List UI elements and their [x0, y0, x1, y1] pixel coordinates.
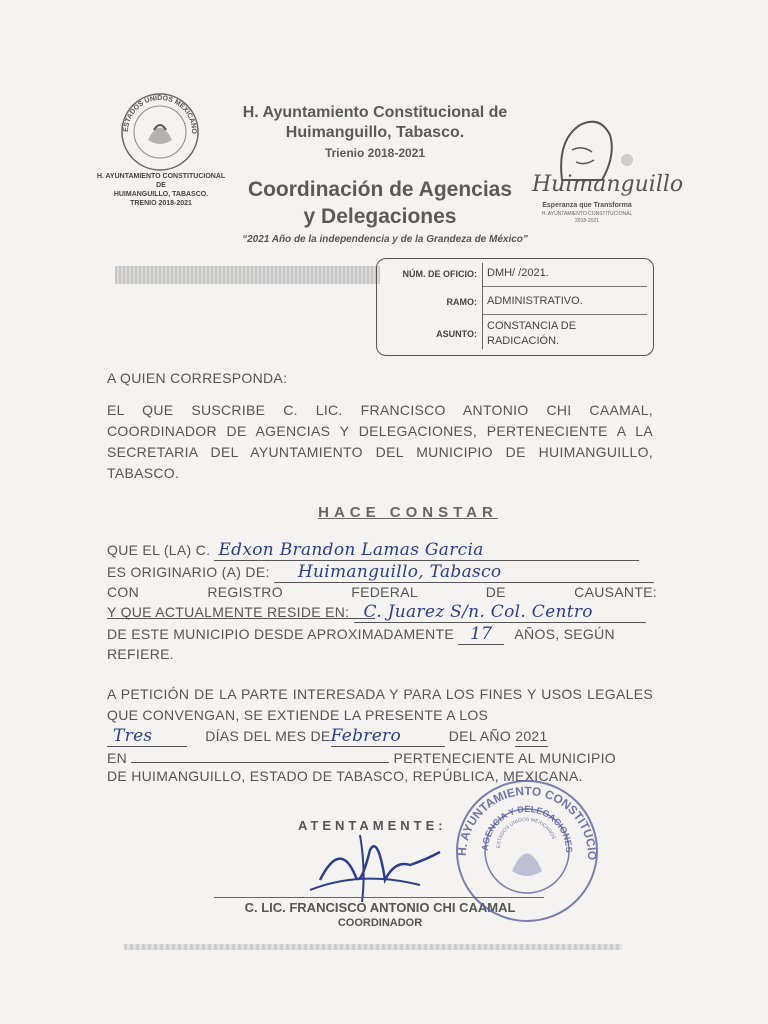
day-field	[107, 726, 187, 747]
years-suffix: AÑOS, SEGÚN	[514, 626, 615, 642]
logo-years: 2018-2021	[575, 218, 599, 224]
mexico-coat-of-arms-icon	[118, 90, 202, 174]
signer-role: COORDINADOR	[337, 917, 423, 929]
name-value: Edxon Brandon Lamas Garcia	[218, 540, 484, 560]
oficio-num-label: NÚM. DE OFICIO:	[402, 269, 477, 279]
name-label: QUE EL (LA) C.	[107, 542, 211, 558]
closing-line: DE HUIMANGUILLO, ESTADO DE TABASCO, REPÚBLICA, MEXICANA.	[107, 768, 583, 784]
signer-name: C. LIC. FRANCISCO ANTONIO CHI CAAMAL	[244, 900, 516, 915]
month-field	[331, 726, 445, 747]
reside-label: Y QUE ACTUALMENTE RESIDE EN:	[107, 604, 350, 620]
perteneciente-text: PERTENECIENTE AL MUNICIPIO	[393, 750, 616, 766]
huimanguillo-logo	[532, 110, 684, 230]
dept-line2: y Delegaciones	[303, 205, 457, 228]
stamp-center-text: ESTADOS UNIDOS MEXICANOS	[495, 816, 557, 849]
day-value: Tres	[113, 726, 153, 746]
en-label: EN	[107, 750, 128, 766]
row-date	[107, 726, 667, 747]
header-line1: H. Ayuntamiento Constitucional de	[242, 104, 508, 121]
years-value: 17	[470, 624, 493, 644]
year-field	[515, 726, 547, 747]
left-seal-caption-line1: H. AYUNTAMIENTO CONSTITUCIONAL	[96, 173, 226, 180]
left-seal-caption-line4: TRENIO 2018-2021	[130, 200, 192, 207]
logo-tagline: Esperanza que Transforma	[542, 202, 632, 209]
logo-name: Huimanguillo	[532, 172, 684, 197]
header-band	[115, 266, 380, 284]
official-stamp	[452, 776, 602, 926]
stamp-inner-text: AGENCIA Y DELEGACIONES	[479, 803, 575, 853]
intro-paragraph: EL QUE SUSCRIBE C. LIC. FRANCISCO ANTONIO CHI CAAMAL, COORDINADOR DE AGENCIAS Y DELEGACIONES, PERTENECIENTE A LA SECRETARIA DEL AYUNTAMIENTO DEL MUNICIPIO DE HUIMANGUILLO, TABASCO.	[107, 402, 653, 481]
left-seal-caption-line3: HUIMANGUILLO, TABASCO.	[113, 191, 209, 198]
oficio-asunto-label: ASUNTO:	[436, 329, 477, 339]
header-line3: Trienio 2018-2021	[324, 146, 426, 160]
header-line2: Huimanguillo, Tabasco.	[285, 124, 465, 141]
refiere-text: REFIERE.	[107, 646, 174, 662]
header-motto: “2021 Año de la independencia y de la Grandeza de México”	[242, 234, 528, 245]
oficio-line-1	[483, 286, 647, 287]
atentamente-label: ATENTAMENTE:	[298, 818, 447, 833]
svg-text:AGENCIA Y DELEGACIONES	[480, 804, 574, 853]
stamp-seal-icon	[452, 776, 602, 926]
hace-constar-heading: HACE CONSTAR	[318, 504, 498, 521]
left-seal	[118, 90, 202, 174]
oficio-box	[376, 258, 654, 356]
month-value: Febrero	[330, 726, 402, 746]
salutation: A QUIEN CORRESPONDA:	[107, 370, 288, 386]
dias-label: DÍAS DEL MES DE	[205, 728, 331, 744]
origin-field	[274, 562, 654, 583]
row-origin	[107, 562, 657, 583]
name-field	[214, 540, 639, 561]
petition-paragraph: A PETICIÓN DE LA PARTE INTERESADA Y PARA LOS FINES Y USOS LEGALES QUE CONVENGAN, SE EXTIENDE LA PRESENTE A LOS	[107, 686, 653, 723]
en-field	[131, 746, 389, 763]
row-name	[107, 540, 657, 561]
oficio-ramo-label: RAMO:	[446, 297, 477, 307]
signature-scribble	[300, 830, 450, 910]
years-field	[458, 624, 504, 645]
rfc-label: CON REGISTRO FEDERAL DE CAUSANTE:	[107, 584, 657, 600]
signature-icon	[300, 830, 450, 910]
years-prefix: DE ESTE MUNICIPIO DESDE APROXIMADAMENTE	[107, 626, 454, 642]
oficio-divider	[482, 263, 483, 349]
oficio-ramo-value: ADMINISTRATIVO.	[487, 295, 583, 307]
row-reside	[107, 602, 657, 623]
reside-value: C. Juarez S/n. Col. Centro	[363, 602, 593, 622]
oficio-num-value: DMH/ /2021.	[487, 267, 549, 279]
left-seal-ring-text: ESTADOS UNIDOS MEXICANO	[122, 94, 198, 135]
row-en	[107, 746, 667, 768]
oficio-asunto-value: CONSTANCIA DE RADICACIÓN.	[487, 320, 577, 347]
reside-field	[354, 602, 646, 623]
row-years	[107, 624, 667, 645]
origin-label: ES ORIGINARIO (A) DE:	[107, 564, 270, 580]
oficio-line-2	[483, 314, 647, 315]
left-seal-caption-line2: DE	[156, 182, 166, 189]
year-value: 2021	[515, 728, 548, 744]
logo-sub: H. AYUNTAMIENTO CONSTITUCIONAL	[541, 211, 633, 217]
dept-line1: Coordinación de Agencias	[247, 178, 513, 201]
origin-value: Huimanguillo, Tabasco	[297, 562, 502, 582]
year-label: DEL AÑO	[448, 728, 512, 744]
svg-text:ESTADOS UNIDOS MEXICANOS	[496, 817, 557, 848]
stamp-ring-text: H. AYUNTAMIENTO CONSTITUCIO	[454, 783, 600, 861]
left-seal-caption	[86, 172, 236, 208]
footer-band	[124, 944, 622, 950]
